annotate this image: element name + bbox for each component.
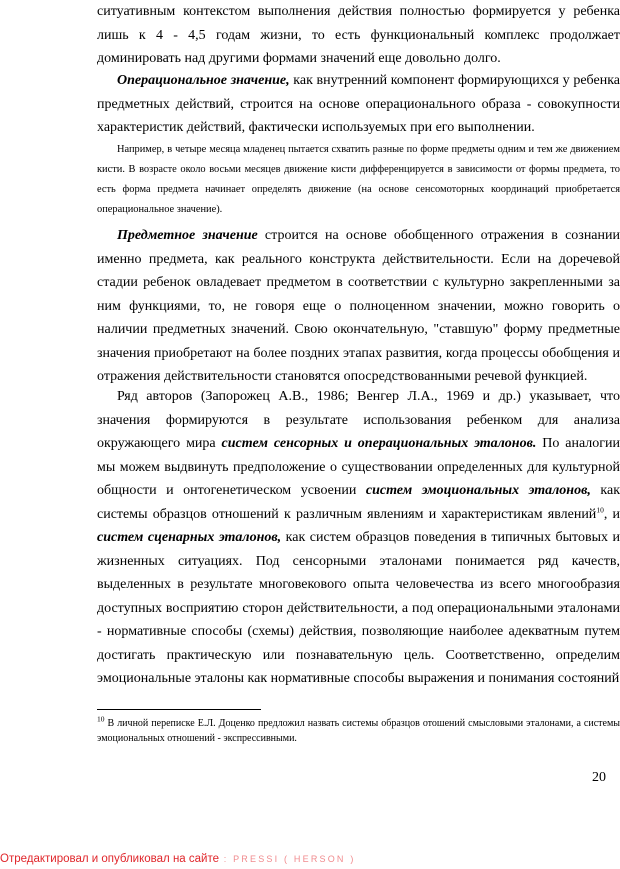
paragraph-standards-part-4: , и	[603, 506, 620, 522]
paragraph-standards-part-3: как системы образцов отношений к различным явлениям и характеристикам явлений	[97, 483, 620, 522]
paragraph-standards	[97, 385, 620, 691]
watermark-brand: : PRESSI ( HERSON )	[219, 854, 356, 864]
footnote-divider	[97, 709, 261, 710]
site-watermark	[0, 852, 356, 867]
term-emotional-standards: систем эмоциональных эталонов,	[365, 483, 591, 498]
term-scenario-standards: систем сценарных эталонов,	[97, 530, 282, 545]
example-paragraph: Например, в четыре месяца младенец пытается схватить разные по форме предметы одним и тем же движением кисти. В возрасте около восьми месяцев движение кисти дифференцируется в зависимости от формы предмета, то есть форма предмета начинает определять движение (на основе сенсомоторных координаций приобретается операциональное значение).	[97, 144, 620, 215]
footnote	[97, 716, 620, 746]
paragraph-operational-meaning	[97, 69, 620, 140]
paragraph-standards-part-1: Ряд авторов (Запорожец А.В., 1986; Венгер Л.А., 1969 и др.) указывает, что значения формируются в результате использования ребенком для анализа окружающего мира	[97, 389, 620, 451]
paragraph-object-meaning	[97, 224, 620, 389]
footnote-text: В личной переписке Е.Л. Доценко предложил назвать системы образцов отошений смысловыми эталонами, а системы эмоциональных отношений - экспрессивными.	[97, 718, 620, 744]
paragraph-standards-part-5: как систем образцов поведения в типичных бытовых и жизненных ситуациях. Под сенсорными эталонами понимается ряд качеств, выделенных в результате многовекового опыта человечества из всего многообразия доступных восприятию сторон действительности, а под операциональными эталонами - нормативные способы (схемы) действия, позволяющие наиболее адекватным путем достигать практическую или познавательную цель. Соответственно, определим эмоциональные эталоны как нормативные способы выражения и понимания состояний	[97, 530, 620, 686]
footnote-number: 10	[97, 714, 105, 724]
page-number: 20	[592, 770, 606, 785]
term-sensory-standards: систем сенсорных и операциональных эталонов.	[221, 436, 537, 451]
term-object-meaning: Предметное значение	[117, 228, 258, 243]
paragraph-continuation: ситуативным контекстом выполнения действия полностью формируется у ребенка лишь к 4 - 4,5 годам жизни, то есть функциональный комплекс продолжает доминировать над другими формами значений еще довольно долго.	[97, 4, 620, 66]
footnote-reference[interactable]: 10	[596, 504, 604, 514]
term-operational-meaning: Операциональное значение,	[117, 73, 290, 88]
paragraph-standards-part-2: По аналогии мы можем выдвинуть предположение о существовании определенных для культурной общности и онтогенетическом усвоении	[97, 436, 620, 498]
paragraph-operational-meaning-text: как внутренний компонент формирующихся у ребенка предметных действий, строится на основе операционального образа - совокупности характеристик действий, фактически используемых при его выполнении.	[97, 73, 620, 135]
watermark-text: Отредактировал и опубликовал на сайте	[0, 853, 219, 865]
paragraph-object-meaning-text: строится на основе обобщенного отражения в сознании именно предмета, как реального конструкта действительности. Если на доречевой стадии ребенок овладевает предметом в соответствии с культурно закрепленными за ним функциями, то, не говоря еще о полноценном значении, можно говорить о наличии предметных значений. Свою окончательную, "ставшую" форму предметные значения приобретают на более поздних этапах развития, когда процессы обобщения и отражения действительности становятся опосредствованными речевой функцией.	[97, 228, 620, 384]
